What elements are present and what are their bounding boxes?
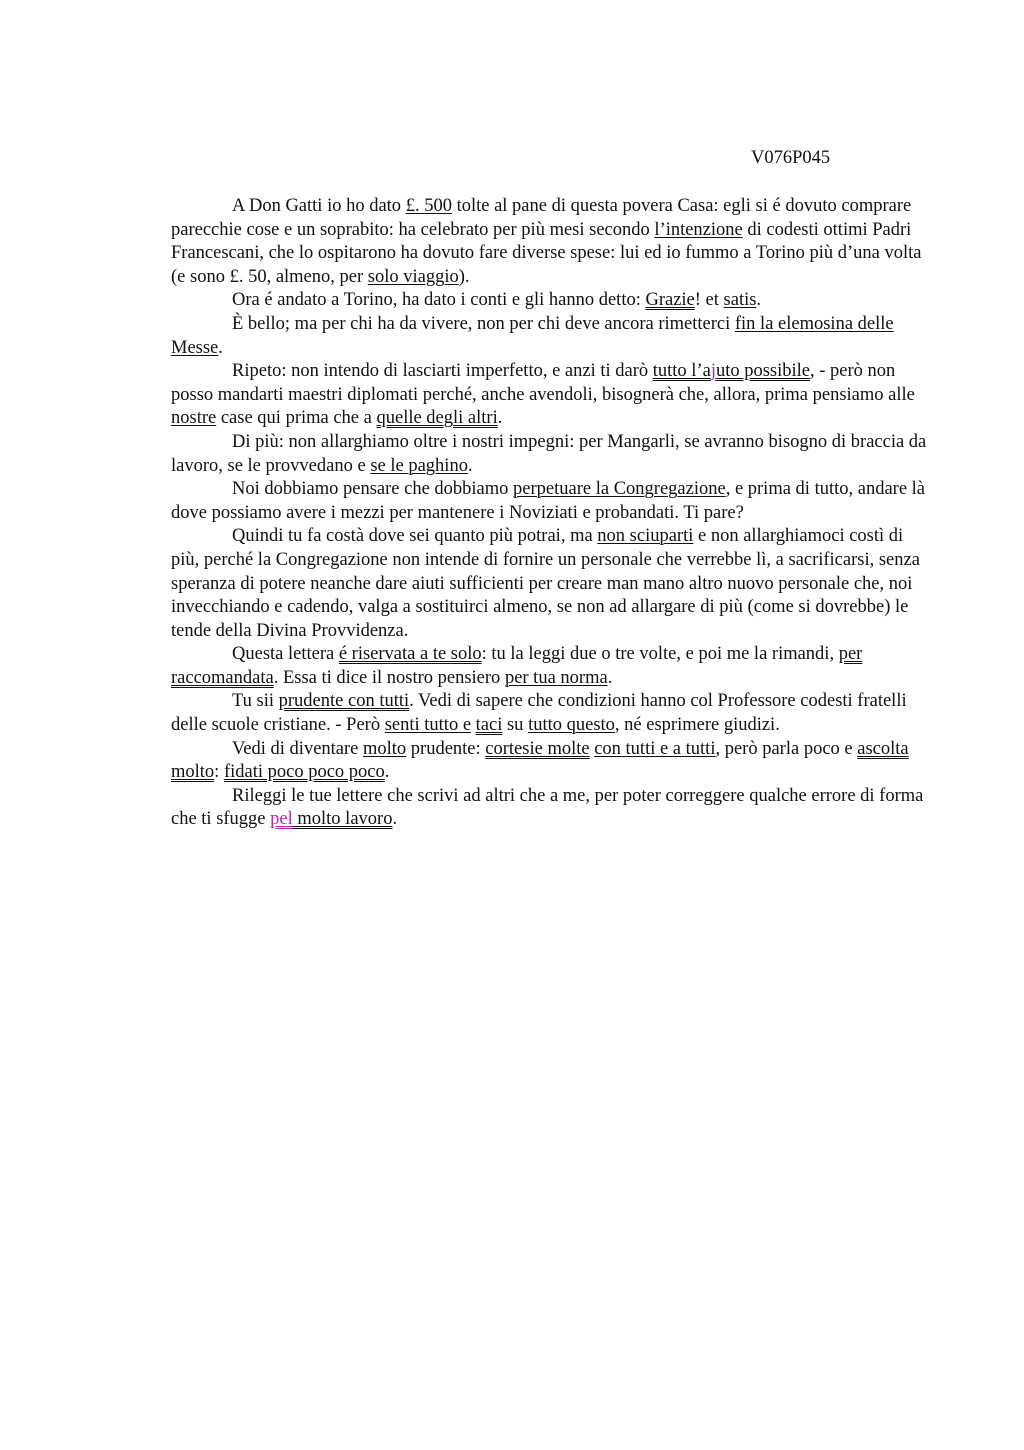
underlined-text: solo viaggio [367, 266, 459, 287]
underlined-text: fin la elemosina delle Messe [171, 313, 894, 358]
underlined-text: tutto questo [528, 715, 615, 736]
text-segment: Ora é andato a Torino, ha dato i conti e gli hanno detto: [232, 290, 646, 311]
text-segment: . [497, 408, 503, 429]
underlined-text: cortesie molte [485, 738, 590, 759]
letter-paragraph [171, 313, 931, 360]
text-segment: È bello; ma per chi ha da vivere, non per chi deve ancora rimetterci [232, 313, 735, 334]
underlined-text: j [710, 361, 716, 382]
letter-paragraph [171, 525, 931, 643]
text-segment: Tu sii [232, 691, 279, 712]
letter-paragraph [171, 431, 931, 478]
text-segment: . Essa ti dice il nostro pensiero [273, 667, 505, 688]
text-segment: Vedi di diventare [232, 738, 363, 759]
letter-paragraph [171, 690, 931, 737]
text-segment: , però parla poco e [715, 738, 858, 759]
text-segment: , - però non posso mandarti maestri diplomati perché, anche avendoli, bisognerà che, allora, prima pensiamo alle [171, 361, 915, 405]
letter-paragraph [171, 478, 931, 525]
letter-paragraph [171, 738, 931, 785]
text-segment: Noi dobbiamo pensare che dobbiamo [232, 479, 514, 500]
underlined-text: ascolta molto [171, 738, 909, 783]
text-segment: . Vedi di sapere che condizioni hanno col Professore codesti fratelli delle scuole cristiane. - Però [171, 691, 907, 736]
underlined-text: prudente con tutti [278, 691, 410, 712]
letter-paragraph [171, 289, 931, 313]
text-segment: . [392, 809, 398, 830]
text-segment: tolte al pane di questa povera Casa: egli si é dovuto comprare parecchie cose e un soprabito: ha celebrato per più mesi secondo [171, 196, 912, 240]
text-segment: e non allarghiamoci costì di più, perché la Congregazione non intende di fornire un personale che verrebbe lì, a sacrificarsi, senza speranza di potere neanche dare aiuti sufficienti per creare man mano altro nuovo personale che, noi invecchiando e cadendo, valga a sostituirci almeno, se non ad allargare di più (come si dovrebbe) le tende della Divina Provvidenza. [171, 526, 920, 641]
text-segment: . [384, 762, 390, 783]
text-segment: : tu la leggi due o tre volte, e poi me la rimandi, [481, 644, 839, 665]
letter-paragraph [171, 643, 931, 690]
letter-body [171, 195, 931, 832]
text-segment: , e prima di tutto, andare là dove possiamo avere i mezzi per mantenere i Noviziati e probandati. Ti pare? [171, 479, 926, 523]
underlined-text: £. 500 [405, 196, 452, 216]
text-segment: case qui prima che a [216, 408, 377, 429]
text-segment: prudente: [406, 738, 486, 759]
text-segment: Quindi tu fa costà dove sei quanto più potrai, ma [232, 526, 598, 547]
underlined-text: l’intenzione [654, 219, 743, 240]
letter-paragraph [171, 360, 931, 431]
underlined-text: per raccomandata [171, 644, 863, 688]
underlined-text: se le paghino [370, 455, 468, 476]
text-segment: di codesti ottimi Padri Francescani, che lo ospitarono ha dovuto fare diverse spese: lui ed io fummo a Torino più d’una volta (e sono £. 50, almeno, per [171, 219, 922, 287]
letter-paragraph [171, 195, 931, 289]
text-segment: A Don Gatti io ho dato [232, 196, 406, 216]
underlined-text: Grazie [645, 290, 695, 311]
underlined-text: é riservata a te solo [338, 644, 482, 665]
text-segment: ). [458, 266, 470, 287]
letter-paragraph [171, 785, 931, 832]
underlined-text: fidati poco poco poco [223, 762, 385, 783]
underlined-text: pel [270, 809, 293, 830]
underlined-text: senti tutto e [384, 715, 472, 736]
text-segment: . [218, 337, 223, 358]
underlined-text: molto lavoro [297, 809, 393, 830]
text-segment: Rileggi le tue lettere che scrivi ad altri che a me, per poter correggere qualche errore di forma che ti sfugge [171, 785, 924, 830]
underlined-text: quelle degli altri [376, 408, 498, 429]
text-segment: Ripeto: non intendo di lasciarti imperfetto, e anzi ti darò [232, 361, 653, 382]
underlined-text: non sciuparti [597, 526, 694, 547]
text-segment: . [467, 455, 473, 476]
text-segment: . [756, 290, 762, 311]
text-segment: Di più: non allarghiamo oltre i nostri impegni: per Mangarli, se avranno bisogno di braccia da lavoro, se le provvedano e [171, 431, 927, 476]
underlined-text: per tua norma [504, 667, 608, 688]
underlined-text: uto possibile [715, 361, 811, 382]
text-segment: : [214, 762, 224, 783]
underlined-text: satis [723, 290, 757, 311]
underlined-text: perpetuare la Congregazione [513, 479, 726, 500]
text-segment: Questa lettera [232, 644, 339, 665]
underlined-text: nostre [171, 408, 217, 429]
underlined-text: molto [363, 738, 407, 759]
document-id: V076P045 [751, 148, 831, 168]
text-segment: . [607, 667, 613, 688]
text-segment: ! et [694, 290, 724, 311]
text-segment: su [502, 715, 529, 736]
underlined-text: tutto l’a [652, 361, 711, 382]
underlined-text: con tutti e a tutti [594, 738, 716, 759]
text-segment: , né esprimere giudizi. [614, 715, 780, 736]
underlined-text: taci [475, 715, 503, 736]
